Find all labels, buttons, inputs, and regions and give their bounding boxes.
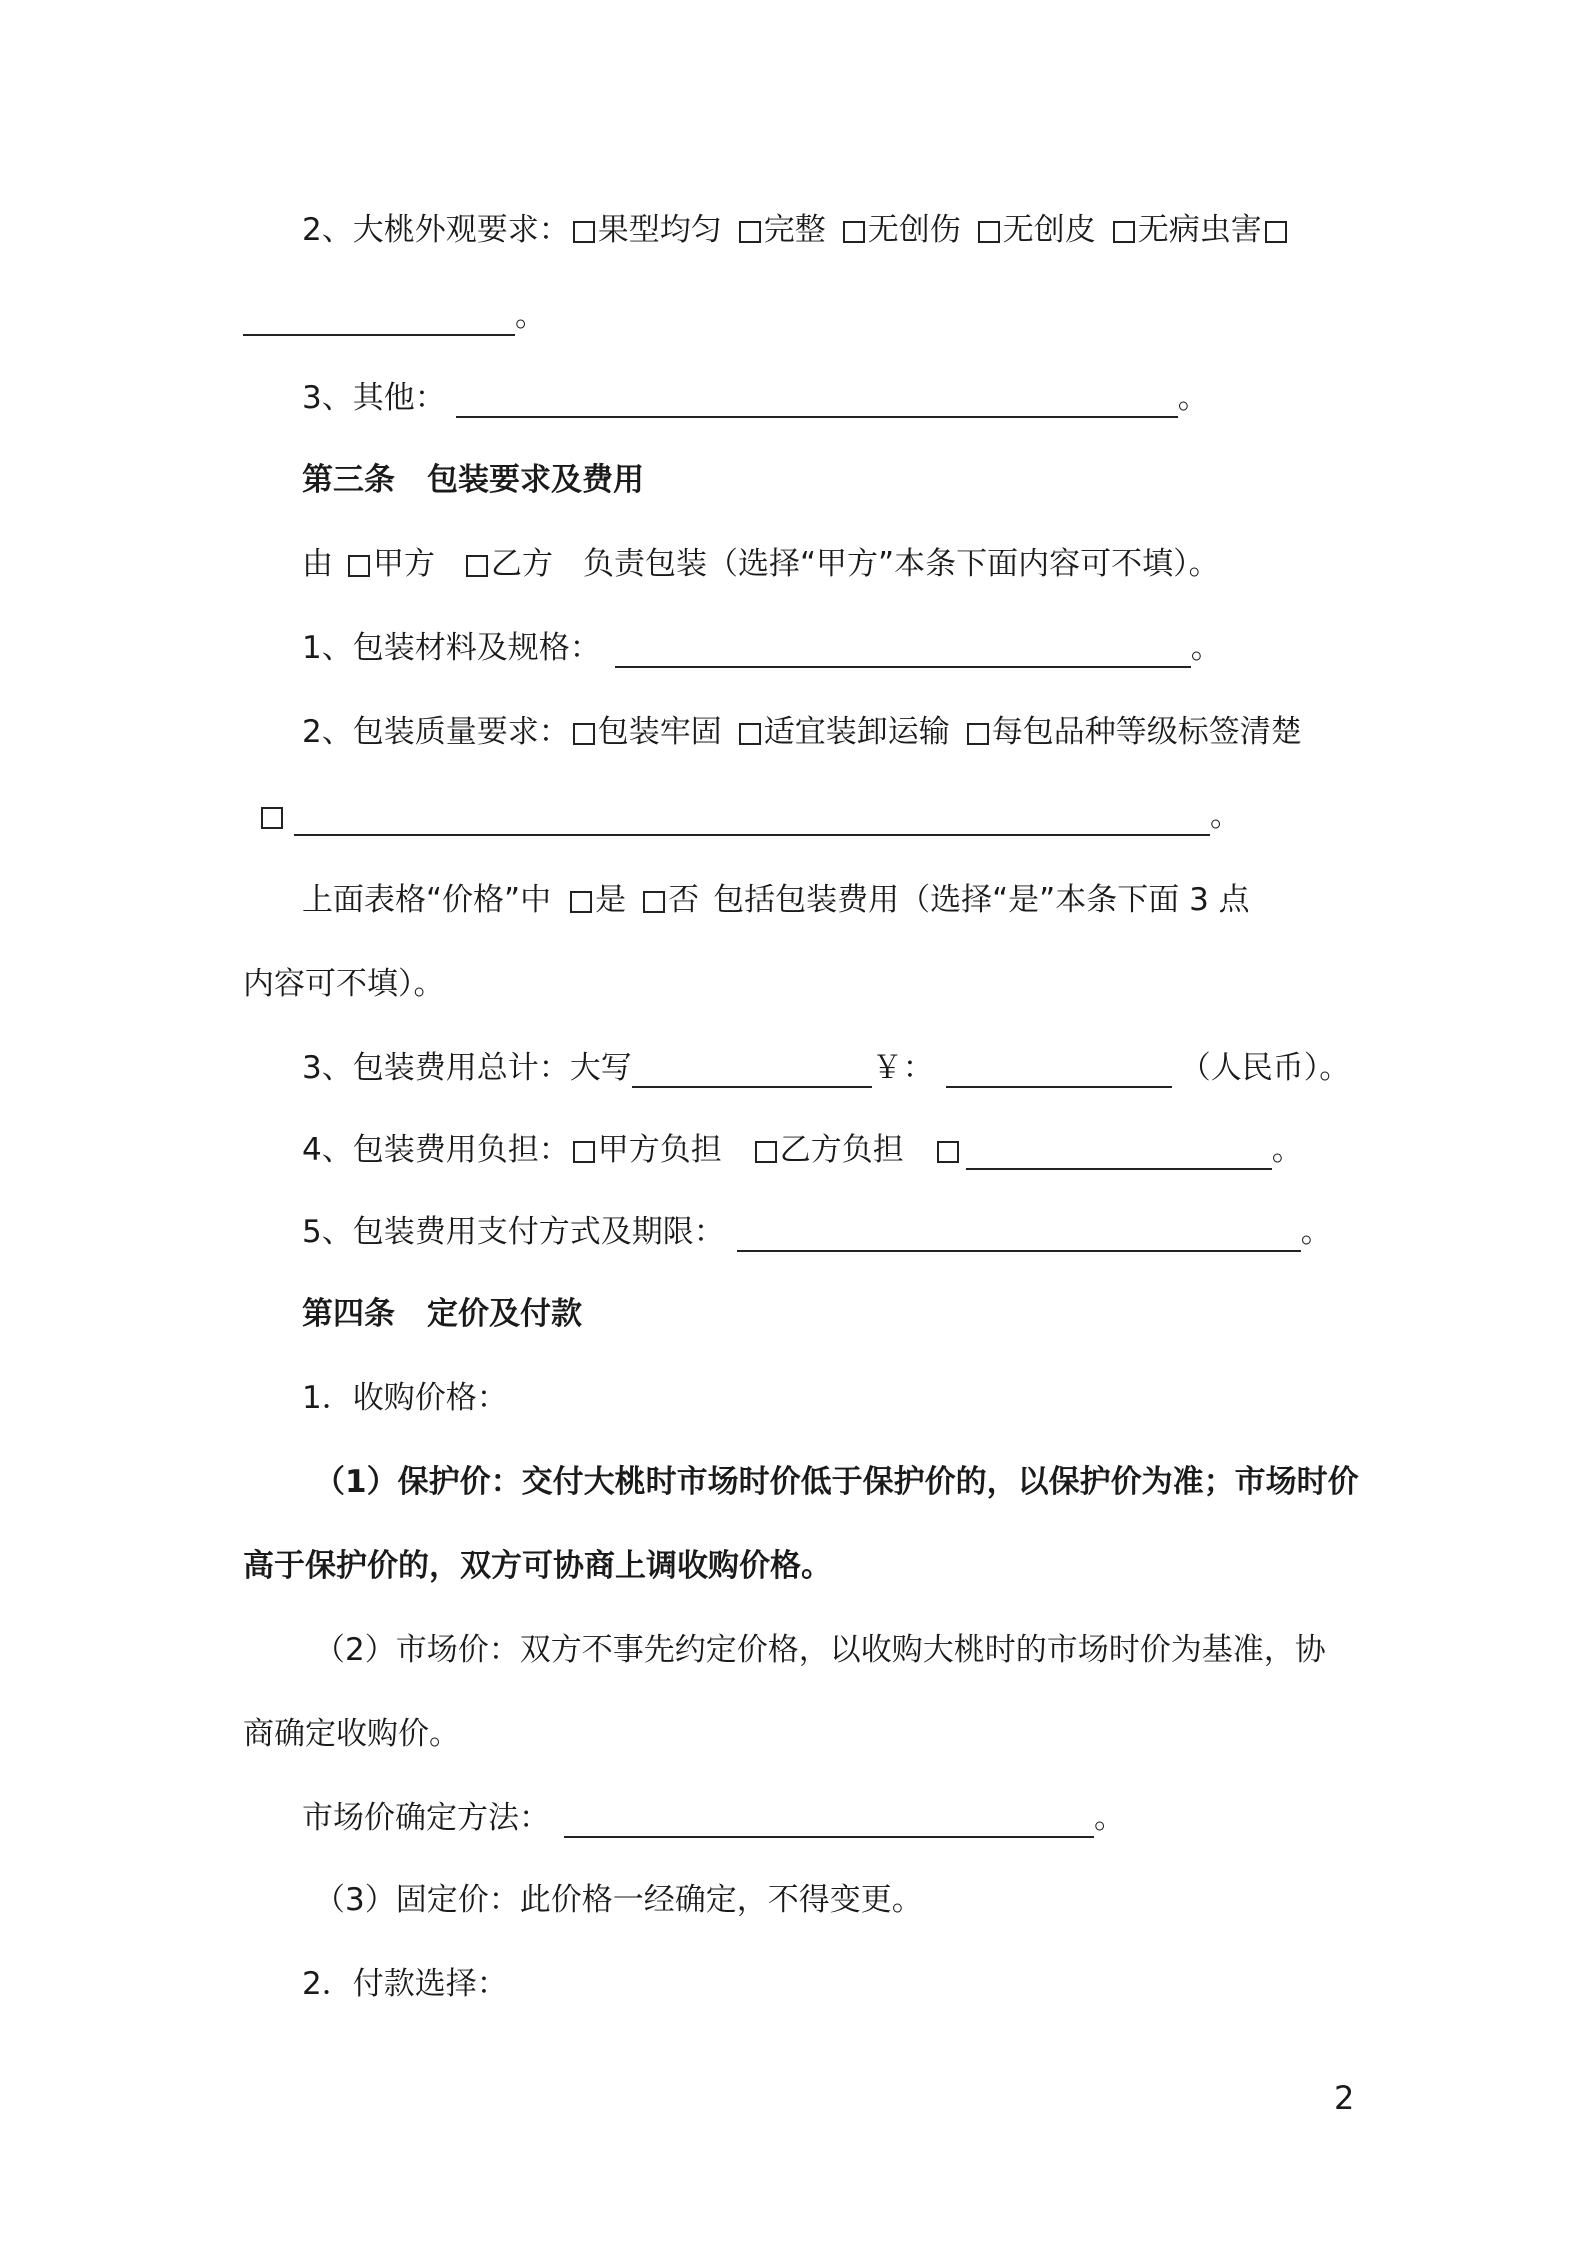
packaging-material-line — [302, 628, 1222, 668]
checkbox-price-no[interactable] — [643, 891, 665, 913]
price-cont: 内容可不填）。 — [243, 966, 445, 1002]
checkbox-price-yes[interactable] — [570, 891, 592, 913]
checkbox-burden-party-a[interactable] — [573, 1141, 595, 1163]
payment-choice-line — [302, 1964, 508, 2004]
quality-end: 。 — [1210, 798, 1241, 834]
burden-option-party-a: 甲方负担 — [597, 1132, 722, 1168]
other-end: 。 — [1177, 380, 1209, 416]
protection-price-line-1 — [314, 1462, 1359, 1502]
checkbox-burden-party-b[interactable] — [755, 1141, 777, 1163]
checkbox-quality-1[interactable] — [573, 723, 595, 745]
checkbox-appearance-3[interactable] — [843, 221, 865, 243]
market-method-line — [302, 1798, 1125, 1838]
price-yes-label: 是 — [595, 882, 627, 918]
appearance-end: 。 — [515, 298, 546, 334]
checkbox-appearance-other[interactable] — [1265, 221, 1287, 243]
pay-end: 。 — [1300, 1214, 1332, 1250]
method-blank[interactable] — [564, 1802, 1094, 1838]
article-4-title: 定价及付款 — [427, 1296, 582, 1332]
packaging-total-line — [302, 1048, 1350, 1088]
appearance-option-2: 完整 — [763, 212, 826, 248]
article-3-number: 第三条 — [302, 462, 395, 498]
checkbox-quality-3[interactable] — [967, 723, 989, 745]
appearance-option-5: 无病虫害 — [1137, 212, 1262, 248]
resp-option-party-a: 甲方 — [373, 546, 435, 582]
quality-other-blank[interactable] — [294, 800, 1210, 836]
other-line — [302, 378, 1209, 418]
checkbox-quality-other[interactable] — [261, 807, 283, 829]
other-blank[interactable] — [456, 382, 1178, 418]
packaging-quality-line — [302, 712, 1302, 752]
fixed-price-text: （3）固定价：此价格一经确定，不得变更。 — [314, 1882, 923, 1918]
pay-label: 5、包装费用支付方式及期限： — [302, 1214, 725, 1250]
protection-price-text-1: （1）保护价：交付大桃时市场时价低于保护价的，以保护价为准；市场时价 — [314, 1464, 1359, 1500]
burden-option-party-b: 乙方负担 — [779, 1132, 904, 1168]
checkbox-resp-party-b[interactable] — [466, 555, 488, 577]
article-3-heading — [302, 460, 644, 500]
market-price-text-2: 商确定收购价。 — [243, 1716, 460, 1752]
price-suffix: 包括包装费用（选择“是”本条下面 3 点 — [713, 882, 1250, 918]
payment-choice-label: 2．付款选择： — [302, 1966, 508, 2002]
appearance-option-3: 无创伤 — [867, 212, 961, 248]
checkbox-quality-2[interactable] — [739, 723, 761, 745]
method-label: 市场价确定方法： — [302, 1800, 550, 1836]
total-yuan: ￥： — [871, 1050, 934, 1086]
market-price-text-1: （2）市场价：双方不事先约定价格，以收购大桃时的市场时价为基准，协 — [314, 1632, 1326, 1668]
quality-label: 2、包装质量要求： — [302, 714, 570, 750]
appearance-option-4: 无创皮 — [1002, 212, 1096, 248]
material-end: 。 — [1190, 630, 1222, 666]
appearance-option-1: 果型均匀 — [597, 212, 722, 248]
resp-suffix: 负责包装（选择“甲方”本条下面内容可不填）。 — [583, 546, 1220, 582]
total-end: （人民币）。 — [1179, 1050, 1351, 1086]
checkbox-appearance-5[interactable] — [1113, 221, 1135, 243]
fixed-price-line — [314, 1880, 923, 1920]
price-prefix: 上面表格“价格”中 — [302, 882, 552, 918]
burden-end: 。 — [1271, 1132, 1303, 1168]
appearance-other-line — [243, 296, 546, 336]
checkbox-appearance-2[interactable] — [739, 221, 761, 243]
total-amount-blank[interactable] — [946, 1052, 1172, 1088]
resp-prefix: 由 — [302, 546, 333, 582]
checkbox-appearance-1[interactable] — [573, 221, 595, 243]
material-blank[interactable] — [615, 632, 1191, 668]
pay-blank[interactable] — [737, 1216, 1301, 1252]
appearance-label: 2、大桃外观要求： — [302, 212, 570, 248]
burden-label: 4、包装费用负担： — [302, 1132, 570, 1168]
packaging-quality-other-line — [258, 796, 1241, 836]
packaging-payment-line — [302, 1212, 1332, 1252]
quality-option-3: 每包品种等级标签清楚 — [991, 714, 1302, 750]
packaging-burden-line — [302, 1130, 1303, 1170]
burden-other-blank[interactable] — [966, 1134, 1272, 1170]
checkbox-resp-party-a[interactable] — [348, 555, 370, 577]
other-label: 3、其他： — [302, 380, 446, 416]
protection-price-text-2: 高于保护价的，双方可协商上调收购价格。 — [243, 1548, 832, 1584]
total-label: 3、包装费用总计：大写 — [302, 1050, 632, 1086]
purchase-price-label: 1．收购价格： — [302, 1380, 508, 1416]
purchase-price-line — [302, 1378, 508, 1418]
quality-option-1: 包装牢固 — [597, 714, 722, 750]
checkbox-burden-other[interactable] — [937, 1141, 959, 1163]
article-4-heading — [302, 1294, 582, 1334]
article-3-title: 包装要求及费用 — [427, 462, 644, 498]
method-end: 。 — [1094, 1800, 1125, 1836]
page-number: 2 — [1334, 2079, 1355, 2117]
total-words-blank[interactable] — [632, 1052, 872, 1088]
article-4-number: 第四条 — [302, 1296, 395, 1332]
market-price-line-2 — [243, 1714, 460, 1754]
appearance-requirements-line — [302, 210, 1290, 250]
price-no-label: 否 — [668, 882, 700, 918]
checkbox-appearance-4[interactable] — [978, 221, 1000, 243]
price-includes-line — [302, 880, 1250, 920]
appearance-other-blank[interactable] — [243, 300, 515, 336]
quality-option-2: 适宜装卸运输 — [763, 714, 950, 750]
protection-price-line-2 — [243, 1546, 832, 1586]
packaging-responsibility-line — [302, 544, 1220, 584]
resp-option-party-b: 乙方 — [491, 546, 553, 582]
price-includes-cont-line — [243, 964, 445, 1004]
market-price-line-1 — [314, 1630, 1326, 1670]
material-label: 1、包装材料及规格： — [302, 630, 601, 666]
